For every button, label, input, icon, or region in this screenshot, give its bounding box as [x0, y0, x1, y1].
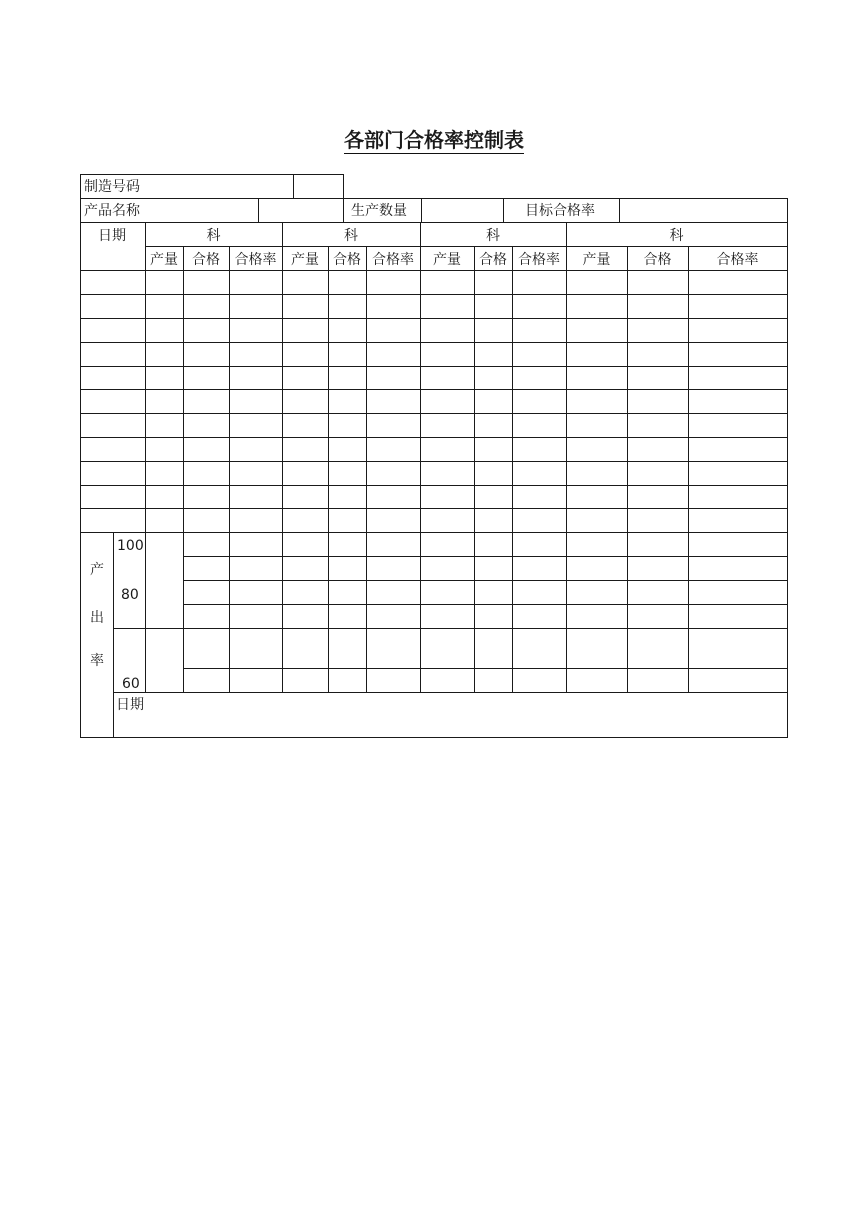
grid-line-vertical: [258, 198, 259, 223]
grid-line-horizontal: [183, 604, 788, 605]
sub-header-pass-3: 合格: [479, 252, 507, 268]
dept-header-4: 科: [669, 228, 684, 244]
form-title-text: 各部门合格率控制表: [344, 128, 524, 152]
grid-line-vertical: [619, 198, 620, 223]
grid-line-vertical: [420, 246, 421, 693]
sub-header-pass-rate-1: 合格率: [234, 252, 277, 268]
grid-line-horizontal: [80, 461, 788, 462]
grid-line-vertical: [566, 246, 567, 693]
grid-line-horizontal: [80, 342, 788, 343]
grid-line-horizontal: [145, 246, 788, 247]
sub-header-pass-2: 合格: [333, 252, 361, 268]
grid-line-horizontal: [183, 556, 788, 557]
sub-header-pass-1: 合格: [192, 252, 220, 268]
grid-line-horizontal: [80, 366, 788, 367]
grid-line-horizontal: [80, 413, 788, 414]
grid-line-vertical: [183, 246, 184, 693]
manufacture-no-value[interactable]: [294, 175, 342, 197]
grid-line-horizontal: [113, 628, 184, 629]
grid-line-vertical: [420, 222, 421, 247]
production-qty-label: 生产数量: [351, 203, 407, 219]
sub-header-pass-rate-4: 合格率: [716, 252, 759, 268]
grid-line-vertical: [145, 532, 146, 693]
product-name-label: 产品名称: [84, 203, 140, 219]
grid-line-vertical: [145, 246, 146, 533]
target-rate-label: 目标合格率: [525, 203, 595, 219]
table-bottom-border: [80, 737, 788, 738]
date-column-header: 日期: [98, 228, 126, 244]
table-top-border: [80, 174, 344, 175]
sub-header-pass-rate-2: 合格率: [372, 252, 414, 268]
table-left-border: [80, 174, 81, 738]
dept-header-2: 科: [344, 228, 358, 244]
grid-line-vertical: [366, 246, 367, 693]
grid-line-vertical: [627, 246, 628, 693]
grid-line-horizontal: [80, 318, 788, 319]
sub-header-pass-rate-3: 合格率: [518, 252, 560, 268]
grid-line-horizontal: [183, 668, 788, 669]
chart-date-label: 日期: [116, 697, 144, 713]
grid-line-vertical: [113, 532, 114, 738]
grid-line-vertical: [328, 246, 329, 693]
scale-label-100: 100: [117, 538, 144, 554]
sub-header-pass-4: 合格: [643, 252, 672, 268]
axis-label-char-3: 率: [90, 653, 104, 669]
target-rate-value[interactable]: [620, 199, 786, 221]
grid-line-vertical: [688, 246, 689, 693]
grid-line-vertical: [503, 198, 504, 223]
scale-label-80: 80: [121, 587, 139, 603]
axis-label-char-2: 出: [90, 610, 104, 626]
sub-header-output-1: 产量: [150, 252, 178, 268]
grid-line-horizontal: [80, 222, 788, 223]
grid-line-vertical: [566, 222, 567, 247]
grid-line-vertical: [229, 246, 230, 693]
grid-line-horizontal: [80, 294, 788, 295]
grid-line-vertical: [512, 246, 513, 693]
sub-header-output-4: 产量: [582, 252, 611, 268]
grid-line-vertical: [282, 246, 283, 693]
sub-header-output-2: 产量: [291, 252, 319, 268]
product-name-value[interactable]: [259, 199, 343, 221]
grid-line-horizontal: [80, 198, 788, 199]
scale-label-60: 60: [122, 676, 140, 692]
grid-line-horizontal: [183, 628, 788, 629]
grid-line-vertical: [421, 198, 422, 223]
grid-line-horizontal: [80, 508, 788, 509]
grid-line-horizontal: [80, 437, 788, 438]
sub-header-output-3: 产量: [433, 252, 461, 268]
grid-line-horizontal: [183, 580, 788, 581]
axis-label-char-1: 产: [90, 562, 104, 578]
production-qty-value[interactable]: [422, 199, 503, 221]
grid-line-vertical: [474, 246, 475, 693]
grid-line-vertical: [145, 222, 146, 247]
manufacture-no-label: 制造号码: [84, 179, 140, 195]
grid-line-vertical: [343, 174, 344, 199]
grid-line-horizontal: [113, 692, 788, 693]
grid-line-vertical: [343, 198, 344, 223]
grid-line-vertical: [282, 222, 283, 247]
dept-header-1: 科: [206, 228, 221, 244]
grid-line-horizontal: [80, 389, 788, 390]
grid-line-horizontal: [80, 532, 788, 533]
dept-header-3: 科: [486, 228, 500, 244]
grid-line-horizontal: [80, 270, 788, 271]
table-right-border: [787, 198, 788, 738]
grid-line-vertical: [293, 174, 294, 199]
grid-line-horizontal: [80, 485, 788, 486]
